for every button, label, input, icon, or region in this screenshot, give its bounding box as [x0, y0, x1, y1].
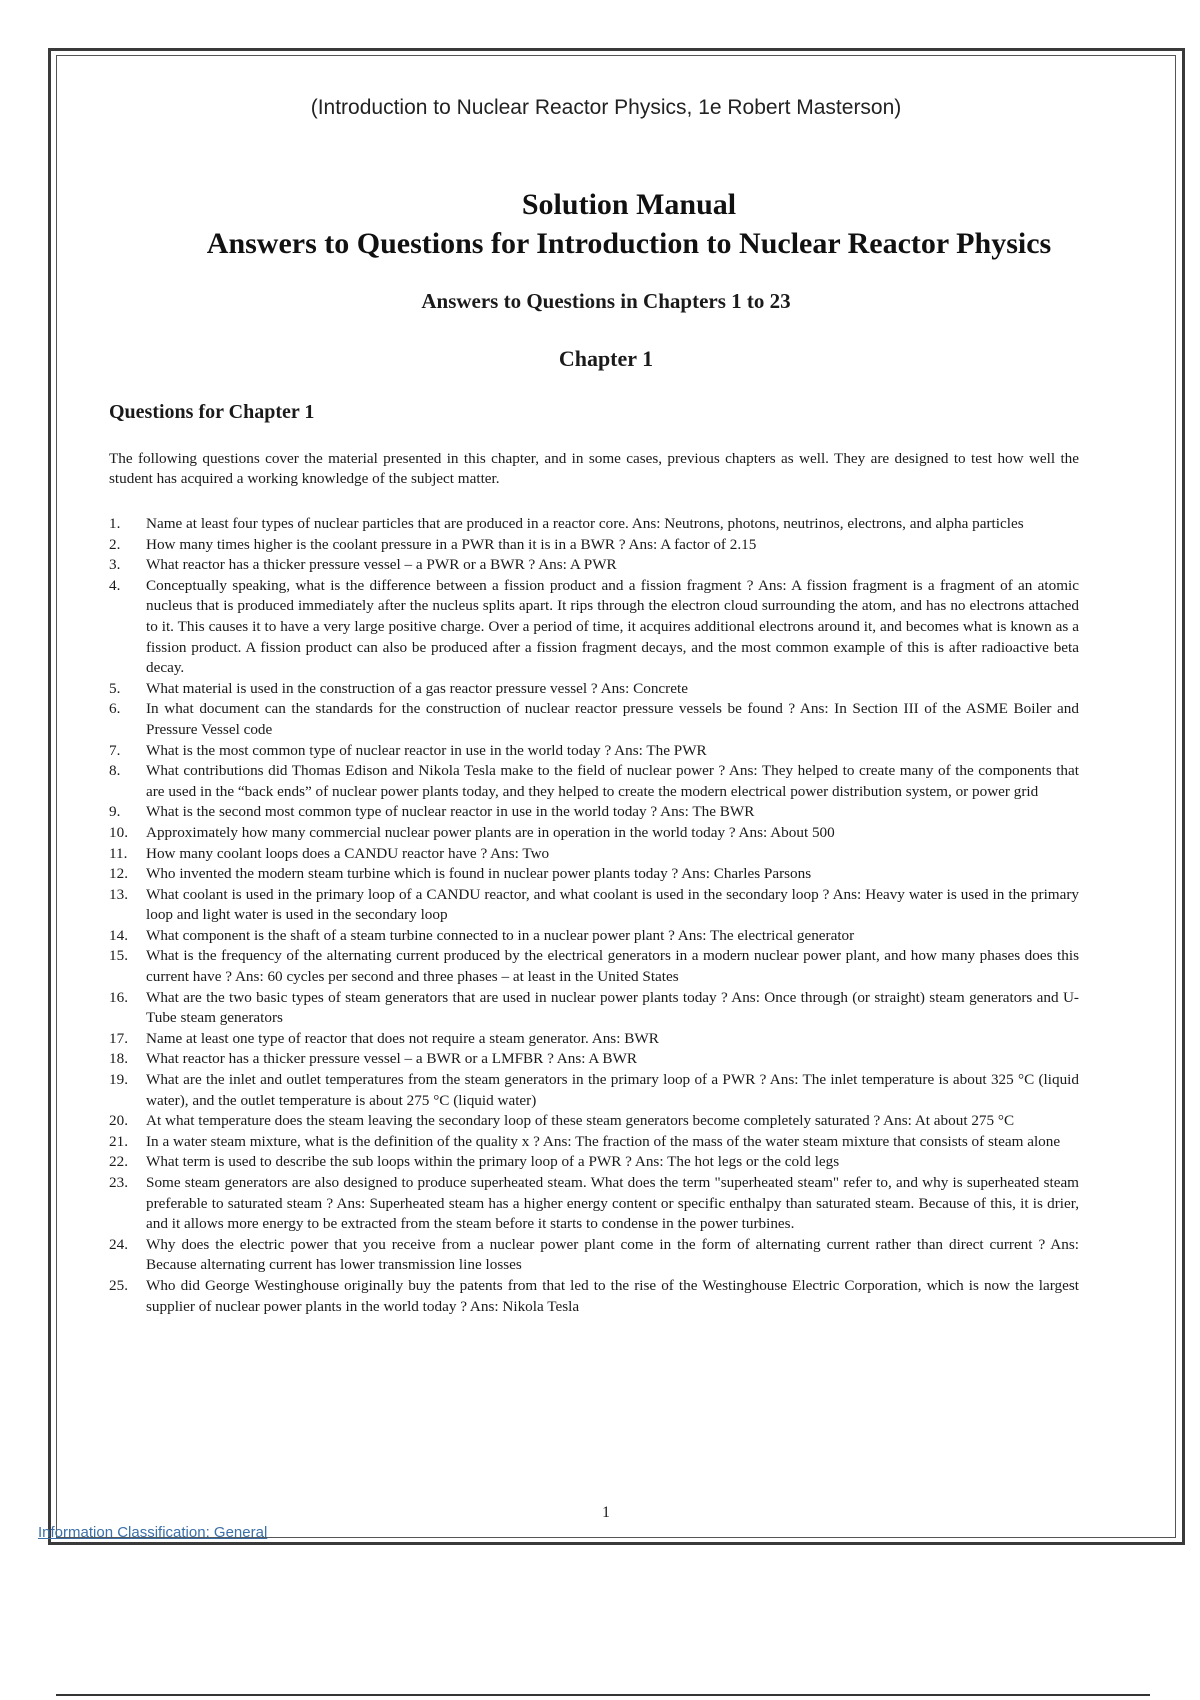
chapter-heading: Chapter 1	[558, 346, 654, 371]
classification-label: Information Classification: General	[38, 1524, 268, 1541]
question-item	[109, 679, 1079, 700]
question-text: At what temperature does the steam leaving the secondary loop of these steam generators become completely saturated ? Ans: At about 275 °C	[146, 1112, 1015, 1130]
question-item	[109, 864, 1079, 885]
question-item	[109, 699, 1079, 740]
question-text: What is the most common type of nuclear reactor in use in the world today ? Ans: The PWR	[146, 741, 707, 759]
question-text: Conceptually speaking, what is the difference between a fission product and a fission fragment ? Ans: A fission fragment is a fragment of an atomic nucleus that is produced immediately after the nucleus splits apart. It rips through the electron cloud surrounding the atom, and has no electrons attached to it. This causes it to have a very large positive charge. Over a period of time, it acquires additional electrons around it, and becomes what is known as a fission product. A fission product can also be produced after a fission fragment decays, and the most common example of this is after radioactive beta decay.	[146, 576, 1079, 677]
question-number: 25.	[109, 1276, 128, 1294]
question-number: 17.	[109, 1029, 128, 1047]
question-number: 24.	[109, 1235, 128, 1253]
question-text: What are the inlet and outlet temperatures from the steam generators in the primary loop of a PWR ? Ans: The inlet temperature is about 325 °C (liquid water), and the outlet temperature is about 275 °C (liquid water)	[146, 1071, 1079, 1109]
question-item	[109, 761, 1079, 802]
question-text: What is the second most common type of nuclear reactor in use in the world today ? Ans: The BWR	[146, 803, 755, 821]
question-text: Who did George Westinghouse originally buy the patents from that led to the rise of the Westinghouse Electric Corporation, which is now the largest supplier of nuclear power plants in the world today ? Ans: Nikola Tesla	[146, 1276, 1079, 1315]
question-item	[109, 555, 1079, 576]
question-text: What reactor has a thicker pressure vessel – a PWR or a BWR ? Ans: A PWR	[146, 556, 617, 574]
question-number: 15.	[109, 947, 128, 965]
document-subtitle: Answers to Questions for Introduction to Nuclear Reactor Physics	[206, 227, 1052, 260]
question-item	[109, 1152, 1079, 1173]
question-text: Name at least one type of reactor that does not require a steam generator. Ans: BWR	[146, 1029, 659, 1047]
question-number: 14.	[109, 926, 128, 944]
question-item	[109, 802, 1079, 823]
question-number: 1.	[109, 515, 121, 532]
question-text: Name at least four types of nuclear particles that are produced in a reactor core. Ans: Neutrons, photons, neutrinos, electrons, and alpha particles	[146, 515, 1024, 532]
section-heading: Questions for Chapter 1	[109, 401, 315, 423]
question-item	[109, 1070, 1079, 1111]
question-number: 11.	[109, 844, 128, 862]
question-text: What are the two basic types of steam generators that are used in nuclear power plants today ? Ans: Once through (or straight) steam generators and U-Tube steam generators	[146, 988, 1079, 1027]
bottom-divider	[56, 1694, 1150, 1696]
question-text: How many times higher is the coolant pressure in a PWR than it is in a BWR ? Ans: A factor of 2.15	[146, 535, 757, 553]
question-number: 22.	[109, 1153, 128, 1171]
question-item	[109, 1029, 1079, 1050]
question-number: 3.	[109, 556, 121, 574]
question-text: Some steam generators are also designed to produce superheated steam. What does the term "superheated steam" refer to, and why is superheated steam preferable to saturated steam ? Ans: Superheated steam has a higher energy content or specific enthalpy than saturated steam. Because of this, it is drier, and it allows more energy to be extracted from the steam before it starts to condense in the power turbines.	[146, 1174, 1079, 1233]
page-number: 1	[602, 1504, 610, 1521]
question-item	[109, 1111, 1079, 1132]
question-item	[109, 1276, 1079, 1317]
question-number: 6.	[109, 700, 121, 718]
chapters-range-heading: Answers to Questions in Chapters 1 to 23	[421, 289, 791, 313]
question-number: 12.	[109, 865, 128, 883]
document-title: Solution Manual	[521, 188, 737, 221]
question-number: 20.	[109, 1112, 128, 1130]
question-number: 4.	[109, 576, 121, 594]
question-number: 8.	[109, 762, 121, 780]
question-item	[109, 926, 1079, 947]
intro-paragraph: The following questions cover the material presented in this chapter, and in some cases, previous chapters as well. They are designed to test how well the student has acquired a working knowledge of the subject matter.	[109, 450, 1079, 487]
question-number: 16.	[109, 988, 128, 1006]
question-text: In what document can the standards for the construction of nuclear reactor pressure vessels be found ? Ans: In Section III of the ASME Boiler and Pressure Vessel code	[146, 700, 1079, 738]
question-item	[109, 1235, 1079, 1276]
question-item	[109, 514, 1079, 535]
question-text: Why does the electric power that you receive from a nuclear power plant come in the form of alternating current rather than direct current ? Ans: Because alternating current has lower transmission line losses	[146, 1235, 1079, 1274]
question-item	[109, 741, 1079, 762]
question-text: What component is the shaft of a steam turbine connected to in a nuclear power plant ? Ans: The electrical generator	[146, 926, 855, 944]
question-number: 19.	[109, 1071, 128, 1089]
question-number: 2.	[109, 535, 121, 553]
question-item	[109, 885, 1079, 926]
question-item	[109, 576, 1079, 679]
questions-list	[109, 514, 1079, 1317]
question-number: 23.	[109, 1174, 128, 1191]
question-text: In a water steam mixture, what is the definition of the quality x ? Ans: The fraction of the mass of the water steam mixture that consists of steam alone	[146, 1132, 1061, 1150]
question-number: 21.	[109, 1132, 128, 1150]
question-text: What contributions did Thomas Edison and Nikola Tesla make to the field of nuclear power ? Ans: They helped to create many of the components that are used in the “back ends” of nuclear power plants today, and they helped to create the modern electrical power distribution system, or power grid	[146, 762, 1079, 800]
question-text: What term is used to describe the sub loops within the primary loop of a PWR ? Ans: The hot legs or the cold legs	[146, 1153, 840, 1171]
question-text: What is the frequency of the alternating current produced by the electrical generators in a modern nuclear power plant, and how many phases does this current have ? Ans: 60 cycles per second and three phases – at least in the United States	[146, 947, 1079, 986]
question-item	[109, 844, 1079, 865]
question-number: 18.	[109, 1050, 128, 1068]
question-number: 5.	[109, 679, 121, 697]
book-reference-line: (Introduction to Nuclear Reactor Physics, 1e Robert Masterson)	[310, 96, 902, 119]
question-item	[109, 1049, 1079, 1070]
question-item	[109, 988, 1079, 1029]
question-text: Who invented the modern steam turbine which is found in nuclear power plants today ? Ans: Charles Parsons	[146, 865, 812, 883]
question-item	[109, 1132, 1079, 1153]
question-text: How many coolant loops does a CANDU reactor have ? Ans: Two	[146, 844, 550, 862]
question-number: 10.	[109, 823, 128, 841]
question-number: 13.	[109, 885, 128, 903]
question-text: What reactor has a thicker pressure vessel – a BWR or a LMFBR ? Ans: A BWR	[146, 1050, 637, 1068]
question-text: What material is used in the construction of a gas reactor pressure vessel ? Ans: Concrete	[146, 679, 688, 697]
question-item	[109, 823, 1079, 844]
question-text: Approximately how many commercial nuclear power plants are in operation in the world today ? Ans: About 500	[146, 823, 835, 841]
question-number: 7.	[109, 741, 121, 759]
question-item	[109, 535, 1079, 556]
question-text: What coolant is used in the primary loop of a CANDU reactor, and what coolant is used in the secondary loop ? Ans: Heavy water is used in the primary loop and light water is used in the secondary loop	[146, 885, 1079, 924]
question-number: 9.	[109, 803, 121, 821]
question-item	[109, 1173, 1079, 1235]
question-item	[109, 946, 1079, 987]
